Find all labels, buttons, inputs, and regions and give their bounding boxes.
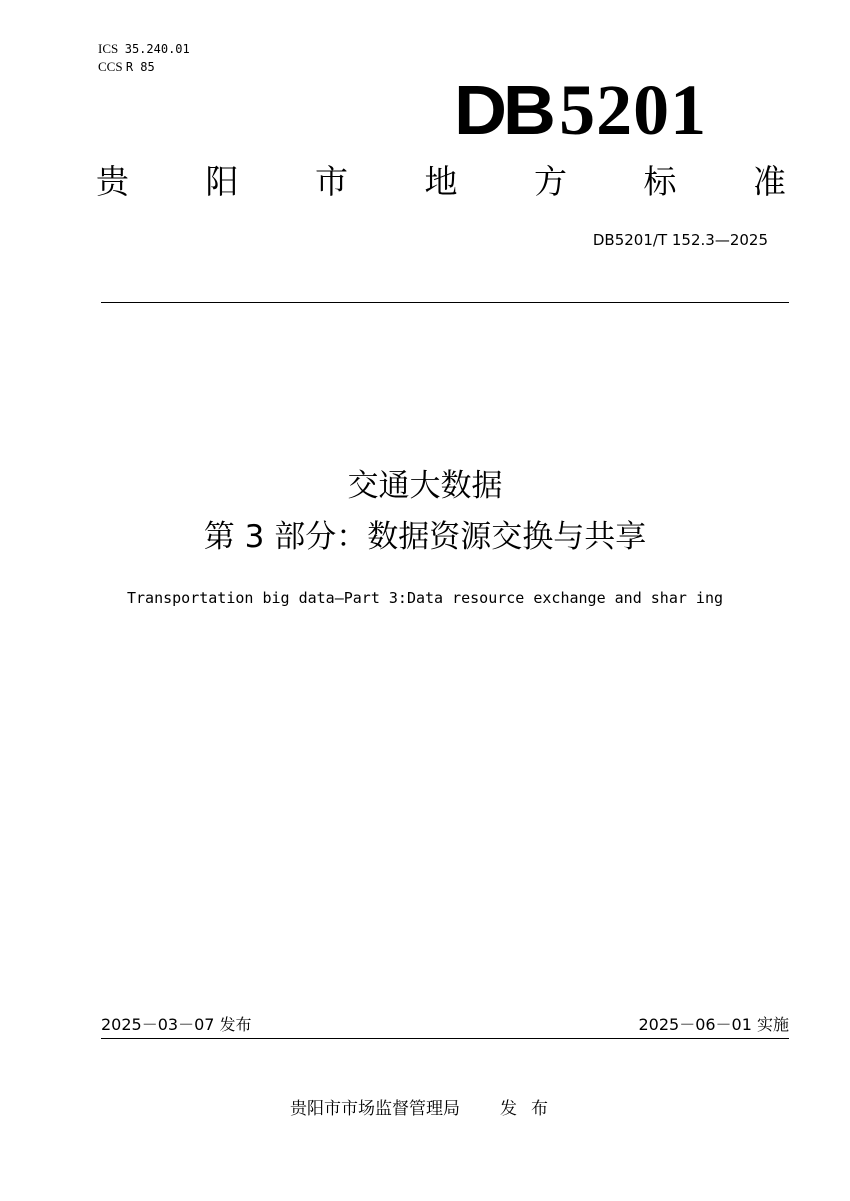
- classification-codes: [98, 40, 190, 76]
- standard-type-char: 准: [753, 162, 786, 201]
- issue-date: 2025－03－07 发布: [101, 1015, 252, 1034]
- ccs-code: R 85: [125, 60, 155, 74]
- standard-type-char: 阳: [205, 162, 239, 201]
- standard-type-char: 地: [424, 162, 458, 201]
- issuer-name: 贵阳市市场监督管理局: [290, 1099, 460, 1119]
- document-subtitle: 第 3 部分：数据资源交换与共享: [203, 519, 647, 555]
- issuer-verb: 发布: [500, 1099, 562, 1119]
- standard-type-heading: [96, 160, 786, 204]
- standard-mark-number: 5201: [559, 70, 708, 150]
- ccs-label: CCS: [98, 59, 123, 74]
- implementation-date: 2025－06－01 实施: [638, 1015, 789, 1034]
- footer-divider: [101, 1038, 789, 1039]
- document-title: 交通大数据: [347, 468, 503, 504]
- english-title: Transportation big data—Part 3:Data resource exchange and shar ing: [126, 589, 724, 607]
- standard-type-char: 方: [534, 162, 567, 201]
- standard-type-char: 市: [315, 162, 348, 201]
- standard-number: DB5201/T 152.3—2025: [592, 231, 768, 249]
- standard-mark-letters: DB: [454, 71, 552, 149]
- ics-label: ICS: [98, 41, 119, 56]
- ics-code: 35.240.01: [124, 42, 190, 56]
- standard-type-char: 标: [643, 162, 677, 201]
- ics-row: [98, 40, 190, 58]
- issuing-authority: [290, 1097, 562, 1121]
- standard-mark: [454, 70, 708, 150]
- standard-type-char: 贵: [96, 162, 129, 201]
- header-divider: [101, 302, 789, 303]
- ccs-row: [98, 58, 190, 76]
